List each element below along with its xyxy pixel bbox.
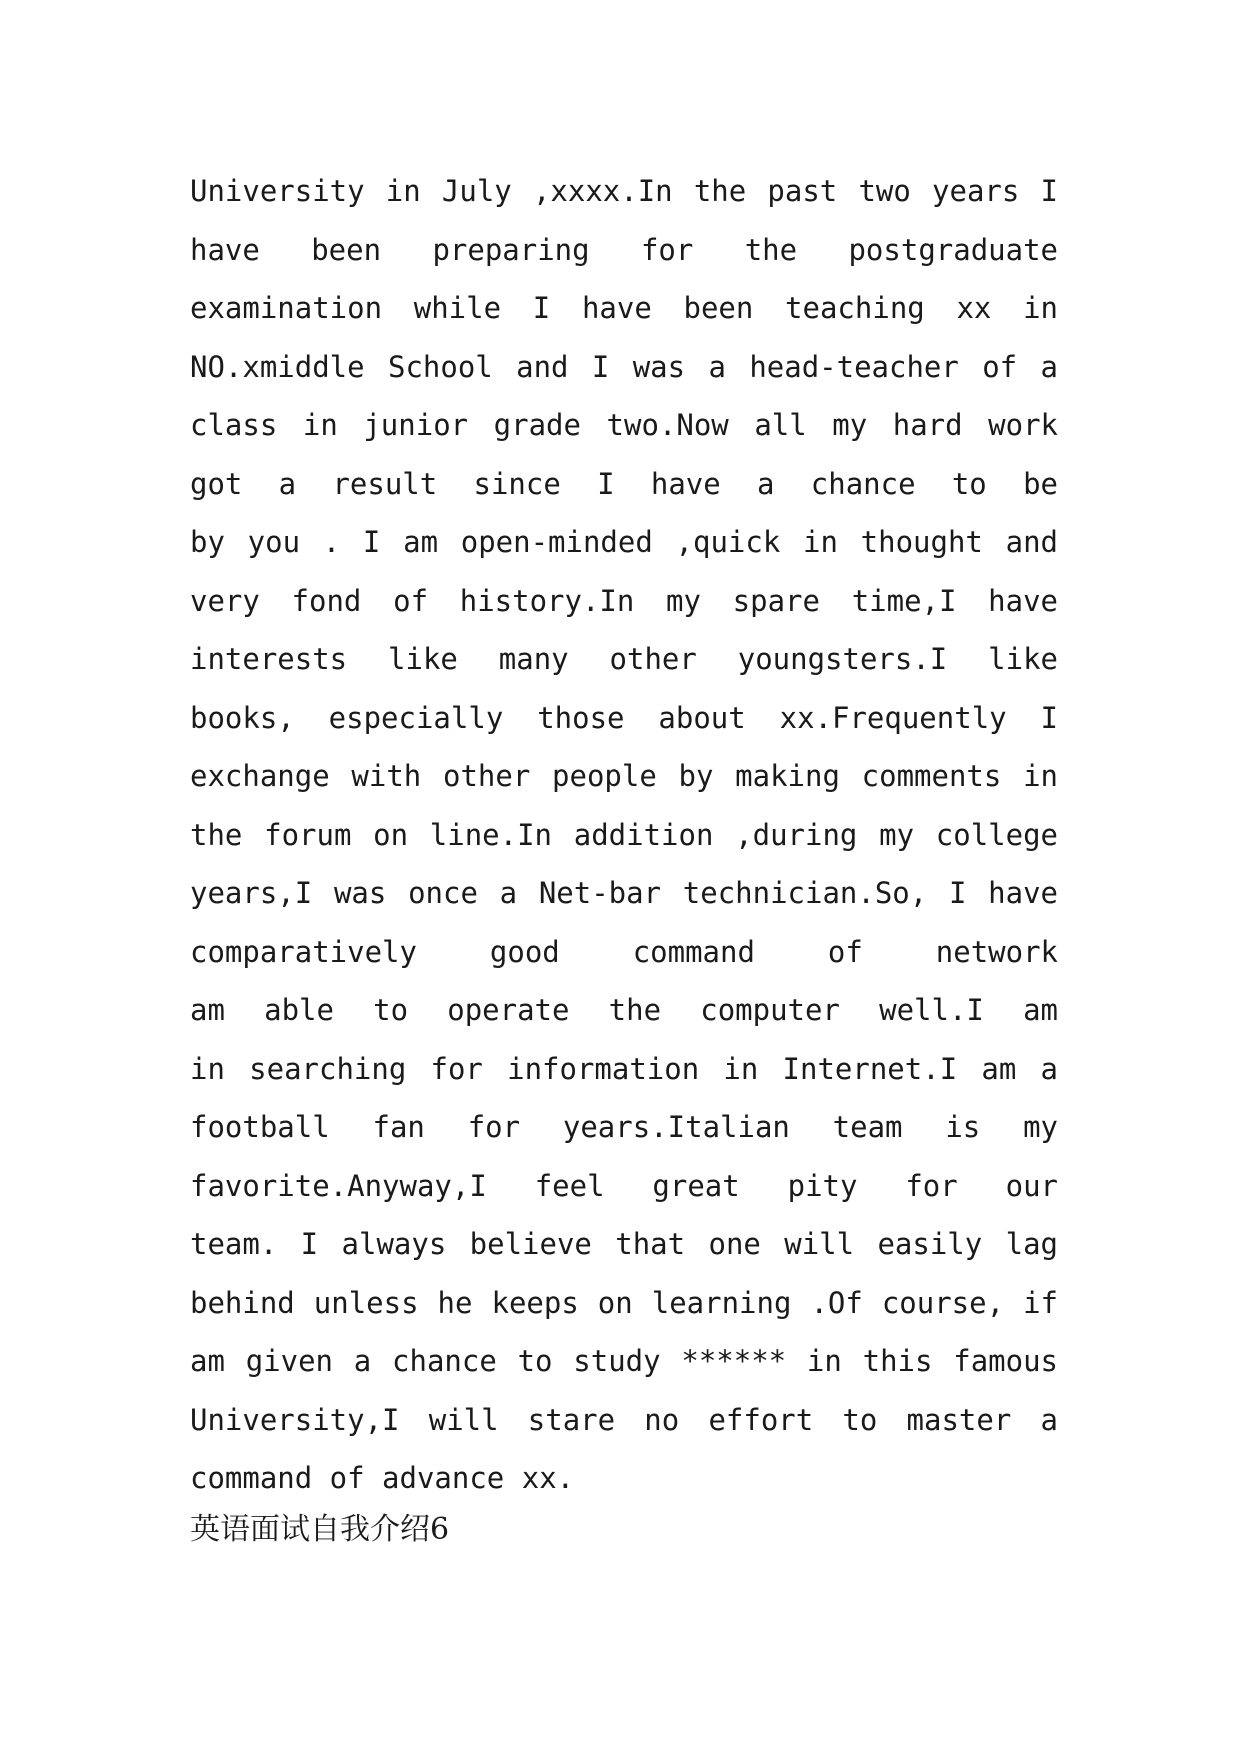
text-line: behind unless he keeps on learning .Of course, if xyxy=(190,1285,1058,1320)
text-line: in searching for information in Internet.I am a xyxy=(190,1051,1058,1086)
text-line: am able to operate the computer well.I am xyxy=(190,993,1058,1027)
text-line: examination while I have been teaching xx in xyxy=(190,291,1058,325)
text-line: have been preparing for the postgraduate xyxy=(190,232,1058,267)
text-line: by you . I am open-minded ,quick in thought and xyxy=(190,525,1058,559)
text-line: football fan for years.Italian team is my xyxy=(190,1110,1058,1144)
text-line: interests like many other youngsters.I like xyxy=(190,642,1058,676)
text-line: team. I always believe that one will easily lag xyxy=(190,1227,1058,1261)
text-line: command of advance xx. xyxy=(190,1461,575,1495)
text-line: University,I will stare no effort to master a xyxy=(190,1402,1058,1437)
text-line: comparatively good command of network xyxy=(190,934,1058,969)
section-heading: 英语面试自我介绍6 xyxy=(190,1512,450,1547)
text-line: University in July ,xxxx.In the past two years I xyxy=(190,174,1058,208)
body-paragraph xyxy=(190,162,1058,1508)
text-line: got a result since I have a chance to be xyxy=(190,466,1058,501)
text-line: very fond of history.In my spare time,I have xyxy=(190,583,1058,618)
text-line: NO.xmiddle School and I was a head-teacher of a xyxy=(190,349,1058,384)
text-line: the forum on line.In addition ,during my college xyxy=(190,817,1058,852)
text-line: favorite.Anyway,I feel great pity for our xyxy=(190,1168,1058,1203)
text-line: class in junior grade two.Now all my hard work xyxy=(190,408,1058,442)
text-line: books, especially those about xx.Frequently I xyxy=(190,700,1058,735)
text-line: am given a chance to study ****** in this famous xyxy=(190,1344,1058,1378)
text-line: years,I was once a Net-bar technician.So, I have xyxy=(190,876,1058,910)
text-line: exchange with other people by making comments in xyxy=(190,759,1058,793)
